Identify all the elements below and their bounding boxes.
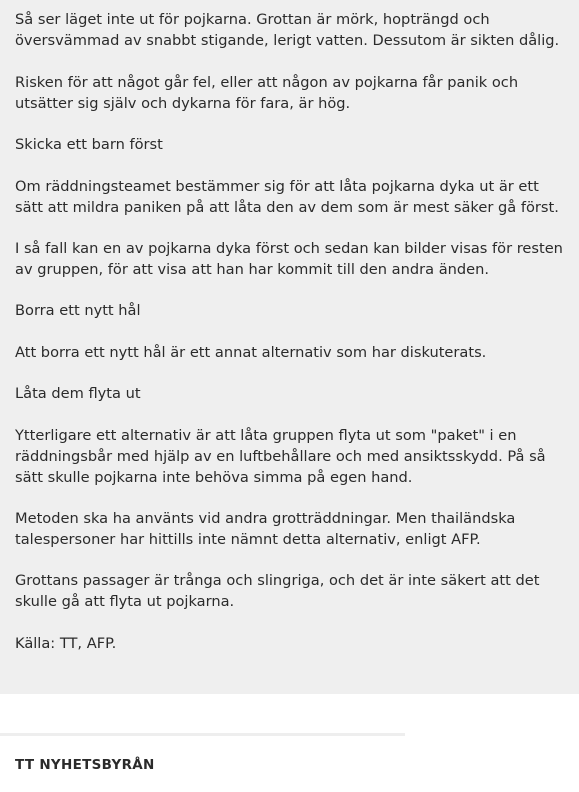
text-line: räddningsbår med hjälp av en luftbehållare och med ansiktsskydd. På så <box>15 448 546 465</box>
paragraph <box>15 508 571 550</box>
text-line: Källa: TT, AFP. <box>15 635 117 652</box>
paragraph <box>15 570 571 612</box>
text-line: Låta dem flyta ut <box>15 385 141 402</box>
text-line: Så ser läget inte ut för pojkarna. Grottan är mörk, hopträngd och <box>15 11 490 28</box>
text-line: Risken för att något går fel, eller att någon av pojkarna får panik och <box>15 74 519 91</box>
text-line: Om räddningsteamet bestämmer sig för att låta pojkarna dyka ut är ett <box>15 178 539 195</box>
source-line <box>15 633 571 654</box>
paragraph <box>15 9 571 51</box>
text-line: I så fall kan en av pojkarna dyka först och sedan kan bilder visas för resten <box>15 240 563 257</box>
text-line: sätt att mildra paniken på att låta den av dem som är mest säker gå först. <box>15 199 559 216</box>
subheading <box>15 134 571 155</box>
subheading <box>15 300 571 321</box>
paragraph <box>15 176 571 218</box>
text-line: sätt skulle pojkarna inte behöva simma på egen hand. <box>15 469 413 486</box>
text-line: översvämmad av snabbt stigande, lerigt vatten. Dessutom är sikten dålig. <box>15 32 560 49</box>
text-line: av gruppen, för att visa att han har kommit till den andra änden. <box>15 261 490 278</box>
paragraph <box>15 342 571 363</box>
subheading <box>15 383 571 404</box>
paragraph <box>15 72 571 114</box>
text-line: Borra ett nytt hål <box>15 302 141 319</box>
text-line: Grottans passager är trånga och slingriga, och det är inte säkert att det <box>15 572 540 589</box>
text-line: Ytterligare ett alternativ är att låta gruppen flyta ut som "paket" i en <box>15 427 517 444</box>
byline: TT NYHETSBYRÅN <box>15 757 155 773</box>
text-line: talespersoner har hittills inte nämnt detta alternativ, enligt AFP. <box>15 531 481 548</box>
text-line: skulle gå att flyta ut pojkarna. <box>15 593 235 610</box>
text-line: Skicka ett barn först <box>15 136 163 153</box>
divider <box>0 733 405 736</box>
text-line: Att borra ett nytt hål är ett annat alternativ som har diskuterats. <box>15 344 487 361</box>
paragraph <box>15 238 571 280</box>
paragraph <box>15 425 571 488</box>
text-line: utsätter sig själv och dykarna för fara, är hög. <box>15 95 351 112</box>
text-line: Metoden ska ha använts vid andra grotträddningar. Men thailändska <box>15 510 516 527</box>
